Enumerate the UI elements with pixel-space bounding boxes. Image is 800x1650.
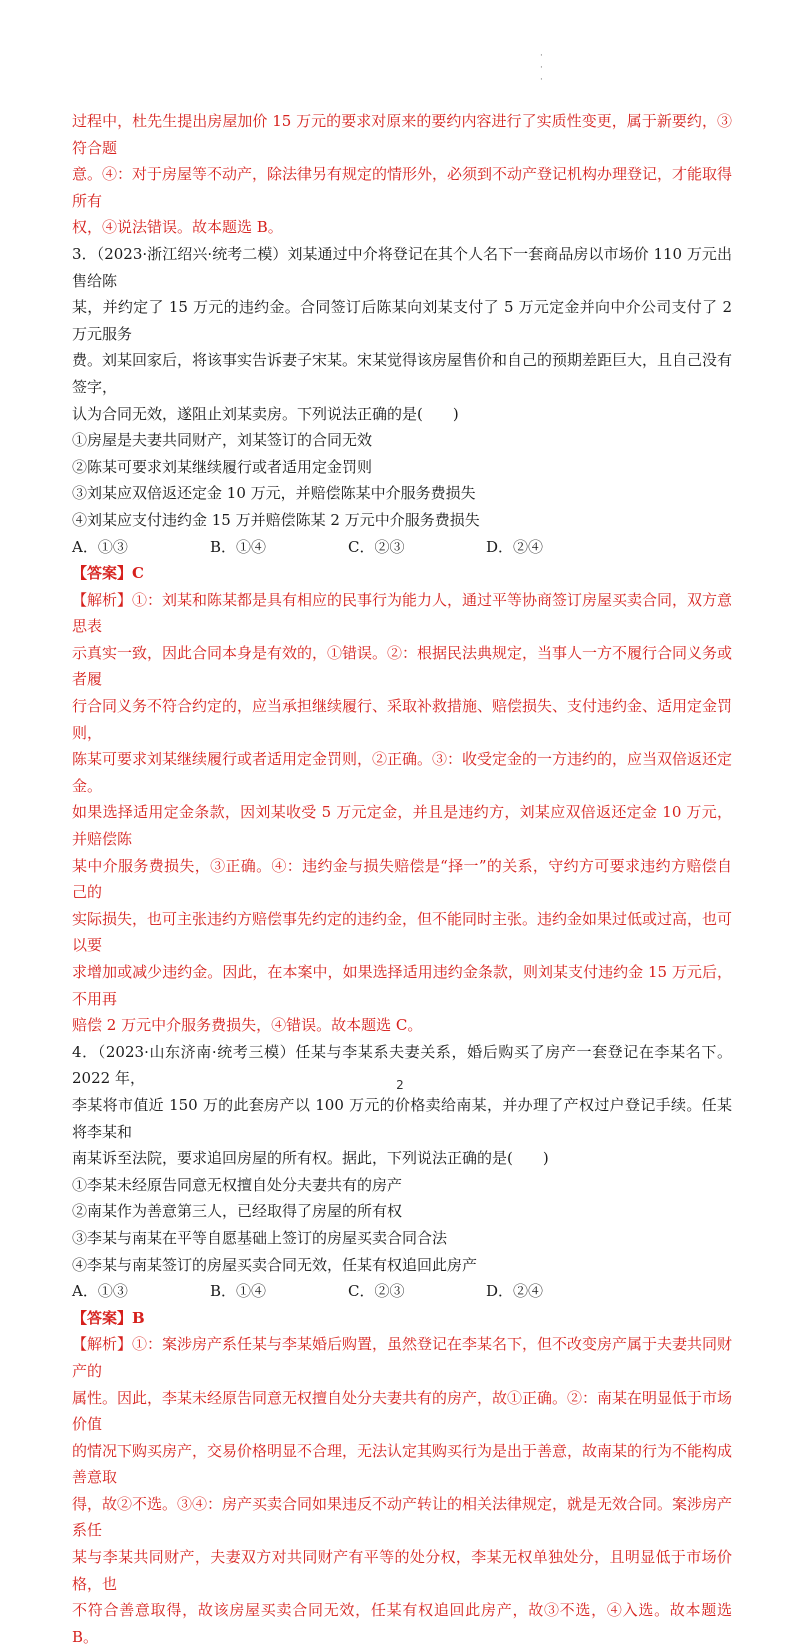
option-b: B．①④ [210,1282,267,1301]
text-line: 费。刘某回家后，将该事实告诉妻子宋某。宋某觉得该房屋售价和自己的预期差距巨大，且自己没有签字， [72,351,733,396]
statement-list [72,1172,732,1278]
statement-item: ③刘某应双倍返还定金 10 万元，并赔偿陈某中介服务费损失 [72,484,476,503]
text-line: 【解析】①：刘某和陈某都是具有相应的民事行为能力人，通过平等协商签订房屋买卖合同，双方意思表 [72,590,733,636]
text-line: 某与李某共同财产，夫妻双方对共同财产有平等的处分权，李某无权单独处分，且明显低于市场价格，也 [72,1548,732,1593]
text-line: 得，故②不选。③④：房产买卖合同如果违反不动产转让的相关法律规定，就是无效合同。案涉房产系任 [72,1494,733,1540]
text-line: 某，并约定了 15 万元的违约金。合同签订后陈某向刘某支付了 5 万元定金并向中介公司支付了 2 万元服务 [72,298,732,343]
text-line: 过程中，杜先生提出房屋加价 15 万元的要求对原来的要约内容进行了实质性变更，属于新要约，③符合题 [72,112,732,157]
option-d: D．②④ [486,537,544,556]
analysis-block [72,1331,732,1650]
option-d: D．②④ [486,1282,544,1301]
text-line: 实际损失，也可主张违约方赔偿事先约定的违约金，但不能同时主张。违约金如果过低或过高，也可以要 [72,909,733,955]
option-c: C．②③ [348,1282,405,1301]
statement-item: ②南某作为善意第三人，已经取得了房屋的所有权 [72,1202,403,1221]
text-line: 示真实一致，因此合同本身是有效的，①错误。②：根据民法典规定，当事人一方不履行合同义务或者履 [72,643,733,689]
text-line: 行合同义务不符合约定的，应当承担继续履行、采取补救措施、赔偿损失、支付违约金、适用定金罚则， [72,697,733,742]
top-dots [540,50,543,86]
statement-item: ①房屋是夫妻共同财产，刘某签订的合同无效 [72,431,373,450]
statement-item: ①李某未经原告同意无权擅自处分夫妻共有的房产 [72,1175,403,1194]
text-line: 4．（2023·山东济南·统考三模）任某与李某系夫妻关系，婚后购买了房产一套登记在李某名下。2022 年， [72,1042,732,1088]
option-a: A．①③ [72,537,128,556]
text-line: 陈某可要求刘某继续履行或者适用定金罚则，②正确。③：收受定金的一方违约的，应当双倍返还定金。 [72,750,733,795]
text-line: 不符合善意取得，故该房屋买卖合同无效，任某有权追回此房产，故③不选，④入选。故本题选 B。 [72,1601,732,1646]
text-line: 南某诉至法院，要求追回房屋的所有权。据此，下列说法正确的是( ) [72,1149,549,1168]
option-a: A．①③ [72,1282,128,1301]
statement-item: ③李某与南某在平等自愿基础上签订的房屋买卖合同合法 [72,1228,448,1247]
prev-analysis-continuation [72,108,732,241]
text-line: 3．（2023·浙江绍兴·统考二模）刘某通过中介将登记在其个人名下一套商品房以市场价 110 万元出售给陈 [72,244,732,290]
analysis-block [72,587,732,1039]
option-c: C．②③ [348,537,405,556]
text-line: 属性。因此，李某未经原告同意无权擅自处分夫妻共有的房产，故①正确。②：南某在明显低于市场价值 [72,1388,733,1434]
statement-item: ②陈某可要求刘某继续履行或者适用定金罚则 [72,457,373,476]
page-number: 2 [396,1078,404,1092]
question-stem [72,241,732,427]
option-row [72,534,732,561]
text-line: 如果选择适用定金条款，因刘某收受 5 万元定金，并且是违约方，刘某应双倍返还定金 10 万元，并赔偿陈 [72,803,732,849]
page-content [72,108,732,1650]
text-line: 的情况下购买房产，交易价格明显不合理，无法认定其购买行为是出于善意，故南某的行为不能构成善意取 [72,1441,733,1487]
text-line: 赔偿 2 万元中介服务费损失，④错误。故本题选 C。 [72,1016,423,1035]
text-line: 权，④说法错误。故本题选 B。 [72,218,283,237]
dot-mark: · [540,63,543,73]
text-line: 李某将市值近 150 万的此套房产以 100 万元的价格卖给南某，并办理了产权过户登记手续。任某将李某和 [72,1095,732,1141]
text-line: 意。④：对于房屋等不动产，除法律另有规定的情形外，必须到不动产登记机构办理登记，才能取得所有 [72,165,733,210]
statement-list [72,427,732,533]
option-row [72,1278,732,1305]
question-stem [72,1039,732,1172]
statement-item: ④李某与南某签订的房屋买卖合同无效，任某有权追回此房产 [72,1255,478,1274]
question-3 [72,241,732,1039]
answer-label: 【答案】B [72,1308,145,1327]
dot-mark: · [540,75,543,85]
text-line: 认为合同无效，遂阻止刘某卖房。下列说法正确的是( ) [72,404,459,423]
text-line: 【解析】①：案涉房产系任某与李某婚后购置，虽然登记在李某名下，但不改变房产属于夫妻共同财产的 [72,1335,733,1380]
text-line: 某中介服务费损失，③正确。④：违约金与损失赔偿是“择一”的关系，守约方可要求违约方赔偿自己的 [72,856,732,902]
answer-label: 【答案】C [72,564,144,583]
statement-item: ④刘某应支付违约金 15 万并赔偿陈某 2 万元中介服务费损失 [72,510,480,529]
dot-mark: · [540,51,543,61]
question-4 [72,1039,732,1650]
option-b: B．①④ [210,537,267,556]
text-line: 求增加或减少违约金。因此，在本案中，如果选择适用违约金条款，则刘某支付违约金 15 万元后，不用再 [72,963,732,1008]
